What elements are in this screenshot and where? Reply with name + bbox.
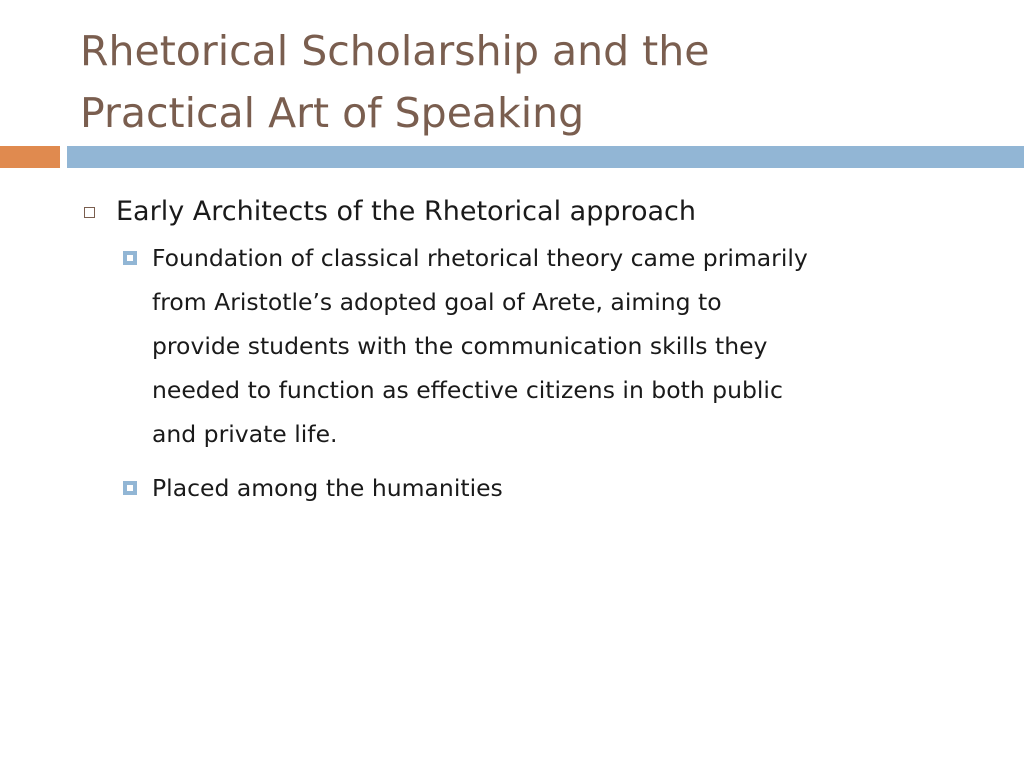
- sub-bullet-line: from Aristotle’s adopted goal of Arete, aiming to: [152, 288, 722, 316]
- slide-title-line-2: Practical Art of Speaking: [80, 89, 585, 137]
- title-rule-accent: [0, 146, 60, 168]
- sub-bullet-line: Foundation of classical rhetorical theory came primarily: [152, 244, 808, 272]
- square-bullet-icon: [123, 481, 137, 495]
- slide-body: [0, 190, 1024, 510]
- sub-bullet-line: and private life.: [152, 420, 338, 448]
- sub-bullet-line: provide students with the communication skills they: [152, 332, 768, 360]
- bullet-level-1: [0, 190, 1024, 234]
- square-bullet-icon: [123, 251, 137, 265]
- title-rule: [67, 146, 1024, 168]
- slide-title: [80, 20, 980, 144]
- sub-bullet-line: needed to function as effective citizens in both public: [152, 376, 783, 404]
- slide-title-line-1: Rhetorical Scholarship and the: [80, 27, 710, 75]
- bullet-level-1-text: Early Architects of the Rhetorical approach: [116, 196, 696, 227]
- sub-bullet-foundation: [0, 236, 1024, 456]
- hollow-square-bullet-icon: [84, 207, 95, 218]
- sub-bullet-text: Placed among the humanities: [152, 474, 503, 502]
- sub-bullet-humanities: [0, 466, 1024, 510]
